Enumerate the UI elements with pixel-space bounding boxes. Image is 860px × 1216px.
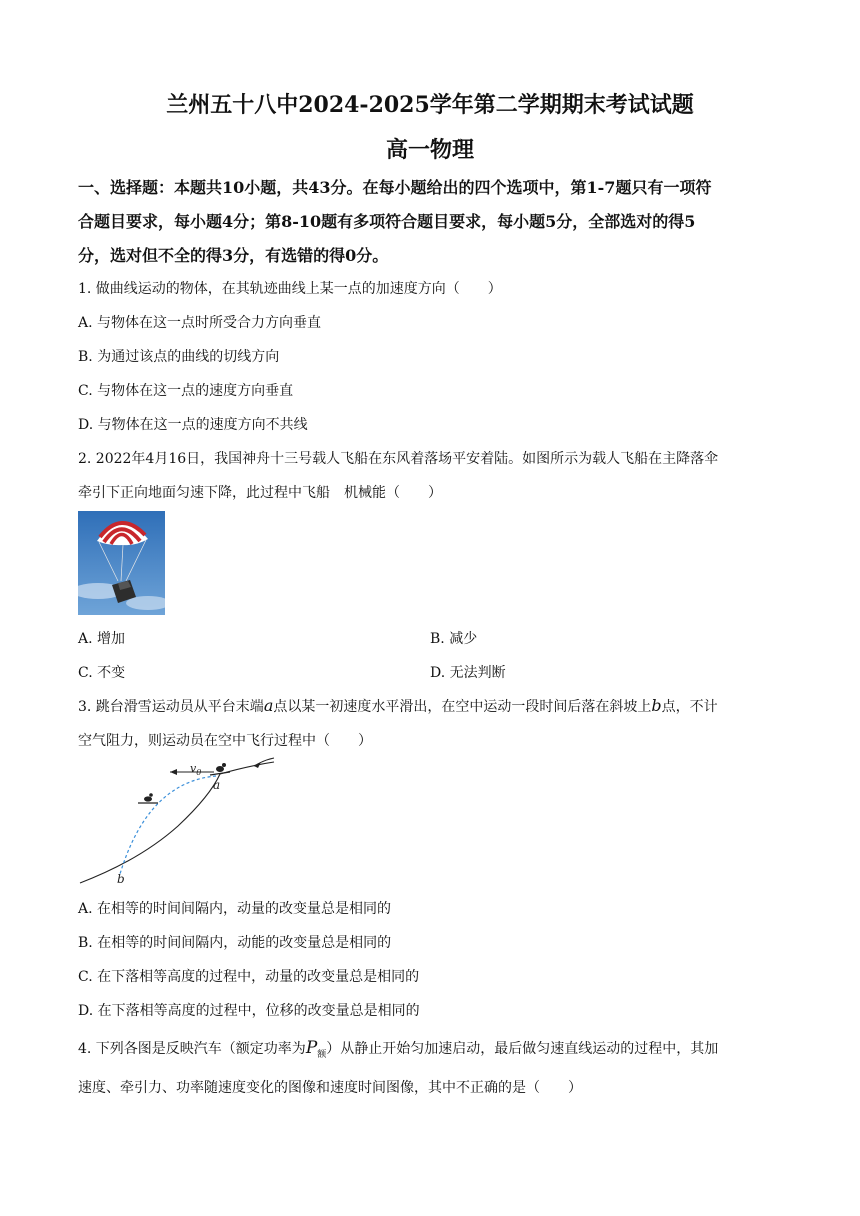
- question-2-option-b: B. 减少: [430, 631, 478, 647]
- point-b-symbol: b: [651, 696, 662, 715]
- question-3-option-c: C. 在下落相等高度的过程中，动量的改变量总是相同的: [78, 969, 420, 985]
- velocity-arrow-head: [170, 769, 177, 775]
- question-2-option-c: C. 不变: [78, 665, 126, 681]
- question-1-option-d: D. 与物体在这一点的速度方向不共线: [78, 417, 308, 433]
- skier-at-takeoff: [210, 763, 230, 775]
- question-4-text-part-2: ）从静止开始匀加速启动，最后做匀速直线运动的过程中，其加: [326, 1041, 719, 1057]
- question-2-stem-line-1: 2. 2022年4月16日，我国神舟十三号载人飞船在东风着落场平安着陆。如图所示为载人飞船在主降落伞: [78, 451, 719, 467]
- parachute-capsule-photo: [78, 511, 165, 615]
- question-4-stem-line-1: [78, 1038, 718, 1060]
- rated-power-subscript: 额: [317, 1049, 327, 1060]
- slope-line: [80, 762, 274, 883]
- ski-jump-diagram: [78, 756, 282, 888]
- question-2-option-a: A. 增加: [78, 631, 126, 647]
- section-instructions-line-2: 合题目要求，每小题4分；第8-10题有多项符合题目要求，每小题5分，全部选对的得5: [78, 212, 696, 231]
- question-1-option-c: C. 与物体在这一点的速度方向垂直: [78, 383, 294, 399]
- question-2-stem-line-2: 牵引下正向地面匀速下降，此过程中飞船 机械能（ ）: [78, 485, 442, 501]
- section-instructions-line-1: 一、选择题：本题共10小题，共43分。在每小题给出的四个选项中，第1-7题只有一项符: [78, 178, 712, 197]
- question-3-option-a: A. 在相等的时间间隔内，动量的改变量总是相同的: [78, 901, 392, 917]
- question-3-text-part-1: 3. 跳台滑雪运动员从平台末端: [78, 699, 264, 715]
- trajectory-curve: [120, 776, 216, 874]
- question-3-option-b: B. 在相等的时间间隔内，动能的改变量总是相同的: [78, 935, 392, 951]
- question-3-stem-line-1: [78, 696, 718, 716]
- question-3-text-part-2: 点以某一初速度水平滑出，在空中运动一段时间后落在斜坡上: [273, 699, 652, 715]
- question-1-option-b: B. 为通过该点的曲线的切线方向: [78, 349, 280, 365]
- question-3-stem-line-2: 空气阻力，则运动员在空中飞行过程中（ ）: [78, 733, 372, 749]
- v0-label: $v_0$: [190, 762, 202, 777]
- exam-title: 兰州五十八中2024-2025学年第二学期期末考试试题: [166, 92, 694, 118]
- point-b-label: b: [117, 872, 125, 886]
- rated-power-symbol: P: [305, 1038, 318, 1058]
- question-1-stem: 1. 做曲线运动的物体，在其轨迹曲线上某一点的加速度方向（ ）: [78, 281, 502, 297]
- question-4-stem-line-2: 速度、牵引力、功率随速度变化的图像和速度时间图像，其中不正确的是（ ）: [78, 1080, 582, 1096]
- question-3-option-d: D. 在下落相等高度的过程中，位移的改变量总是相同的: [78, 1003, 420, 1019]
- question-3-text-part-3: 点，不计: [661, 699, 718, 715]
- question-2-option-d: D. 无法判断: [430, 665, 506, 681]
- point-a-symbol: a: [263, 696, 274, 715]
- point-a-label: a: [213, 778, 221, 792]
- question-1-option-a: A. 与物体在这一点时所受合力方向垂直: [78, 315, 322, 331]
- subject-title: 高一物理: [385, 137, 474, 163]
- skier-in-flight: [138, 793, 158, 803]
- section-instructions-line-3: 分，选对但不全的得3分，有选错的得0分。: [78, 246, 389, 265]
- question-4-text-part-1: 4. 下列各图是反映汽车（额定功率为: [78, 1041, 306, 1057]
